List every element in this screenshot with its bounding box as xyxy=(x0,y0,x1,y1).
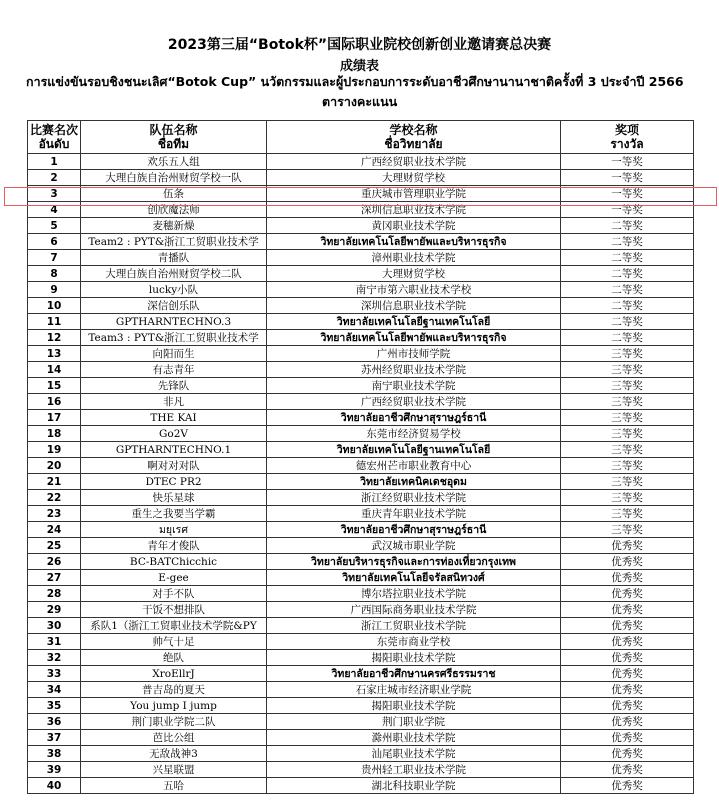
rank-cell: 25 xyxy=(28,538,81,554)
award-cell: 优秀奖 xyxy=(561,762,694,778)
school-cell: 广西国际商务职业技术学院 xyxy=(267,602,561,618)
team-cell: 大理白族自治州财贸学校二队 xyxy=(81,266,267,282)
team-cell: 快乐星球 xyxy=(81,490,267,506)
school-cell: วิทยาลัยเทคโนโลยีฐานเทคโนโลยี xyxy=(267,442,561,458)
team-cell: 普吉岛的夏天 xyxy=(81,682,267,698)
table-row xyxy=(28,394,694,410)
school-cell: 广西经贸职业技术学院 xyxy=(267,154,561,170)
award-cell: 二等奖 xyxy=(561,282,694,298)
school-cell: 汕尾职业技术学院 xyxy=(267,746,561,762)
award-cell: 一等奖 xyxy=(561,202,694,218)
school-cell: 大理财贸学校 xyxy=(267,170,561,186)
award-cell: 三等奖 xyxy=(561,410,694,426)
table-row xyxy=(28,330,694,346)
team-cell: 创欣魔法师 xyxy=(81,202,267,218)
rank-cell: 11 xyxy=(28,314,81,330)
team-cell: 麦穗新燥 xyxy=(81,218,267,234)
school-cell: วิทยาลัยเทคนิคเดชอุดม xyxy=(267,474,561,490)
team-cell: You jump I jump xyxy=(81,698,267,714)
rank-cell: 10 xyxy=(28,298,81,314)
table-row xyxy=(28,650,694,666)
school-cell: 大理财贸学校 xyxy=(267,266,561,282)
rank-cell: 23 xyxy=(28,506,81,522)
school-cell: 东莞市经济贸易学校 xyxy=(267,426,561,442)
award-cell: 优秀奖 xyxy=(561,570,694,586)
school-cell: 石家庄城市经济职业学院 xyxy=(267,682,561,698)
award-cell: 三等奖 xyxy=(561,426,694,442)
school-cell: 南宁职业技术学院 xyxy=(267,378,561,394)
table-row xyxy=(28,474,694,490)
rank-cell: 24 xyxy=(28,522,81,538)
school-cell: 浙江经贸职业技术学院 xyxy=(267,490,561,506)
rank-cell: 35 xyxy=(28,698,81,714)
school-cell: 苏州经贸职业技术学院 xyxy=(267,362,561,378)
award-cell: 三等奖 xyxy=(561,378,694,394)
award-cell: 二等奖 xyxy=(561,314,694,330)
rank-cell: 21 xyxy=(28,474,81,490)
award-cell: 三等奖 xyxy=(561,442,694,458)
school-cell: วิทยาลัยเทคโนโลยีพายัพและบริหารธุรกิจ xyxy=(267,330,561,346)
rank-cell: 20 xyxy=(28,458,81,474)
award-cell: 三等奖 xyxy=(561,474,694,490)
table-row xyxy=(28,346,694,362)
column-header-award: 奖项 รางวัล xyxy=(561,121,694,154)
team-cell: 芭比公组 xyxy=(81,730,267,746)
rank-cell: 3 xyxy=(28,186,81,202)
rank-cell: 8 xyxy=(28,266,81,282)
column-header-rank: 比赛名次 อันดับ xyxy=(28,121,81,154)
team-cell: 系队1（浙江工贸职业技术学院&PY xyxy=(81,618,267,634)
school-cell: 湖北科技职业学院 xyxy=(267,778,561,794)
table-row xyxy=(28,554,694,570)
rank-cell: 30 xyxy=(28,618,81,634)
rank-cell: 28 xyxy=(28,586,81,602)
award-cell: 三等奖 xyxy=(561,458,694,474)
team-cell: 帅气十足 xyxy=(81,634,267,650)
table-row xyxy=(28,314,694,330)
table-row xyxy=(28,522,694,538)
school-cell: วิทยาลัยอาชีวศึกษาสุราษฎร์ธานี xyxy=(267,410,561,426)
rank-cell: 5 xyxy=(28,218,81,234)
rank-cell: 37 xyxy=(28,730,81,746)
school-cell: 揭阳职业技术学院 xyxy=(267,698,561,714)
rank-cell: 13 xyxy=(28,346,81,362)
team-cell: 无敌战神3 xyxy=(81,746,267,762)
thai-subtitle: ตารางคะแนน xyxy=(322,94,398,109)
award-cell: 优秀奖 xyxy=(561,618,694,634)
award-cell: 三等奖 xyxy=(561,394,694,410)
team-cell: E-gee xyxy=(81,570,267,586)
rank-cell: 16 xyxy=(28,394,81,410)
rank-cell: 31 xyxy=(28,634,81,650)
school-cell: 广州市技师学院 xyxy=(267,346,561,362)
award-cell: 优秀奖 xyxy=(561,554,694,570)
team-cell: 欢乐五人组 xyxy=(81,154,267,170)
school-cell: วิทยาลัยบริหารธุรกิจและการท่องเที่ยวกรุงเทพ xyxy=(267,554,561,570)
table-row xyxy=(28,698,694,714)
award-cell: 优秀奖 xyxy=(561,634,694,650)
school-cell: วิทยาลัยอาชีวศึกษาสุราษฎร์ธานี xyxy=(267,522,561,538)
table-row xyxy=(28,618,694,634)
team-cell: 青年才俊队 xyxy=(81,538,267,554)
award-cell: 三等奖 xyxy=(561,522,694,538)
school-cell: 荆门职业学院 xyxy=(267,714,561,730)
rank-cell: 17 xyxy=(28,410,81,426)
table-row xyxy=(28,202,694,218)
table-row xyxy=(28,426,694,442)
team-cell: 大理白族自治州财贸学校一队 xyxy=(81,170,267,186)
rank-cell: 15 xyxy=(28,378,81,394)
table-row xyxy=(28,538,694,554)
team-cell: 干饭不想排队 xyxy=(81,602,267,618)
rank-cell: 36 xyxy=(28,714,81,730)
school-cell: 重庆城市管理职业学院 xyxy=(267,186,561,202)
rank-cell: 26 xyxy=(28,554,81,570)
school-cell: 博尔塔拉职业技术学院 xyxy=(267,586,561,602)
school-cell: 东莞市商业学校 xyxy=(267,634,561,650)
table-row xyxy=(28,570,694,586)
table-row xyxy=(28,378,694,394)
rank-cell: 32 xyxy=(28,650,81,666)
award-cell: 优秀奖 xyxy=(561,538,694,554)
rank-cell: 12 xyxy=(28,330,81,346)
team-cell: 先锋队 xyxy=(81,378,267,394)
document-subtitle: 成绩表 xyxy=(339,59,379,74)
table-row xyxy=(28,218,694,234)
table-row xyxy=(28,170,694,186)
table-row xyxy=(28,442,694,458)
team-cell: 兴星联盟 xyxy=(81,762,267,778)
team-cell: 有志青年 xyxy=(81,362,267,378)
team-cell: มยุเรศ xyxy=(81,522,267,538)
team-cell: 重生之我要当学霸 xyxy=(81,506,267,522)
team-cell: Team3 : PYT&浙江工贸职业技术学 xyxy=(81,330,267,346)
table-row xyxy=(28,666,694,682)
table-row xyxy=(28,730,694,746)
team-cell: 青播队 xyxy=(81,250,267,266)
table-row xyxy=(28,282,694,298)
school-cell: 贵州轻工职业技术学院 xyxy=(267,762,561,778)
team-cell: 伍条 xyxy=(81,186,267,202)
award-cell: 优秀奖 xyxy=(561,682,694,698)
school-cell: 深圳信息职业技术学院 xyxy=(267,298,561,314)
team-cell: 五哈 xyxy=(81,778,267,794)
team-cell: 荆门职业学院二队 xyxy=(81,714,267,730)
team-cell: 绝队 xyxy=(81,650,267,666)
team-cell: 啊对对对队 xyxy=(81,458,267,474)
rank-cell: 19 xyxy=(28,442,81,458)
award-cell: 一等奖 xyxy=(561,186,694,202)
table-row xyxy=(28,186,694,202)
school-cell: วิทยาลัยอาชีวศึกษานครศรีธรรมราช xyxy=(267,666,561,682)
school-cell: วิทยาลัยเทคโนโลยีจรัลสนิทวงศ์ xyxy=(267,570,561,586)
rank-cell: 14 xyxy=(28,362,81,378)
award-cell: 优秀奖 xyxy=(561,746,694,762)
document-title: 2023第三届“Botok杯”国际职业院校创新创业邀请赛总决赛 xyxy=(167,37,552,53)
table-row xyxy=(28,266,694,282)
table-row xyxy=(28,154,694,170)
rank-cell: 27 xyxy=(28,570,81,586)
rank-cell: 7 xyxy=(28,250,81,266)
school-cell: 武汉城市职业学院 xyxy=(267,538,561,554)
school-cell: วิทยาลัยเทคโนโลยีพายัพและบริหารธุรกิจ xyxy=(267,234,561,250)
table-row xyxy=(28,602,694,618)
table-row xyxy=(28,778,694,794)
table-row xyxy=(28,250,694,266)
rank-cell: 33 xyxy=(28,666,81,682)
award-cell: 优秀奖 xyxy=(561,778,694,794)
table-row xyxy=(28,362,694,378)
award-cell: 优秀奖 xyxy=(561,714,694,730)
rank-cell: 34 xyxy=(28,682,81,698)
award-cell: 优秀奖 xyxy=(561,602,694,618)
rank-cell: 22 xyxy=(28,490,81,506)
award-cell: 二等奖 xyxy=(561,298,694,314)
table-row xyxy=(28,634,694,650)
table-row xyxy=(28,298,694,314)
school-cell: 黄冈职业技术学院 xyxy=(267,218,561,234)
school-cell: 浙江工贸职业技术学院 xyxy=(267,618,561,634)
award-cell: 一等奖 xyxy=(561,170,694,186)
school-cell: 漳州职业技术学院 xyxy=(267,250,561,266)
rank-cell: 39 xyxy=(28,762,81,778)
team-cell: DTEC PR2 xyxy=(81,474,267,490)
team-cell: THE KAI xyxy=(81,410,267,426)
award-cell: 三等奖 xyxy=(561,346,694,362)
award-cell: 优秀奖 xyxy=(561,586,694,602)
table-header-row xyxy=(28,121,694,154)
rank-cell: 9 xyxy=(28,282,81,298)
rank-cell: 4 xyxy=(28,202,81,218)
award-cell: 二等奖 xyxy=(561,250,694,266)
team-cell: GPTHARNTECHNO.3 xyxy=(81,314,267,330)
table-row xyxy=(28,506,694,522)
table-row xyxy=(28,234,694,250)
team-cell: Go2V xyxy=(81,426,267,442)
award-cell: 二等奖 xyxy=(561,234,694,250)
table-row xyxy=(28,762,694,778)
award-cell: 优秀奖 xyxy=(561,698,694,714)
team-cell: 非凡 xyxy=(81,394,267,410)
award-cell: 三等奖 xyxy=(561,362,694,378)
award-cell: 优秀奖 xyxy=(561,666,694,682)
award-cell: 优秀奖 xyxy=(561,650,694,666)
team-cell: lucky小队 xyxy=(81,282,267,298)
table-row xyxy=(28,458,694,474)
team-cell: 向阳而生 xyxy=(81,346,267,362)
school-cell: 深圳信息职业技术学院 xyxy=(267,202,561,218)
table-row xyxy=(28,586,694,602)
table-row xyxy=(28,410,694,426)
award-cell: 二等奖 xyxy=(561,266,694,282)
column-header-team: 队伍名称 ชื่อทีม xyxy=(81,121,267,154)
team-cell: BC-BATChicchic xyxy=(81,554,267,570)
school-cell: 德宏州芒市职业教育中心 xyxy=(267,458,561,474)
school-cell: 南宁市第六职业技术学校 xyxy=(267,282,561,298)
school-cell: วิทยาลัยเทคโนโลยีฐานเทคโนโลยี xyxy=(267,314,561,330)
table-row xyxy=(28,682,694,698)
school-cell: 重庆青年职业技术学院 xyxy=(267,506,561,522)
rank-cell: 40 xyxy=(28,778,81,794)
rank-cell: 6 xyxy=(28,234,81,250)
award-cell: 一等奖 xyxy=(561,154,694,170)
rank-cell: 18 xyxy=(28,426,81,442)
team-cell: XroEllrJ xyxy=(81,666,267,682)
results-table xyxy=(27,120,694,794)
team-cell: Team2 : PYT&浙江工贸职业技术学 xyxy=(81,234,267,250)
award-cell: 优秀奖 xyxy=(561,730,694,746)
rank-cell: 1 xyxy=(28,154,81,170)
team-cell: GPTHARNTECHNO.1 xyxy=(81,442,267,458)
award-cell: 三等奖 xyxy=(561,490,694,506)
team-cell: 深信创乐队 xyxy=(81,298,267,314)
school-cell: 揭阳职业技术学院 xyxy=(267,650,561,666)
table-row xyxy=(28,714,694,730)
award-cell: 三等奖 xyxy=(561,506,694,522)
thai-title: การแข่งขันรอบชิงชนะเลิศ“Botok Cup” นวัตกรรมและผู้ประกอบการระดับอาชีวศึกษานานาชาติครั้งที่ 3 ประจำปี 2566 xyxy=(26,74,684,89)
rank-cell: 38 xyxy=(28,746,81,762)
column-header-school: 学校名称 ชื่อวิทยาลัย xyxy=(267,121,561,154)
award-cell: 二等奖 xyxy=(561,218,694,234)
table-row xyxy=(28,490,694,506)
award-cell: 二等奖 xyxy=(561,330,694,346)
rank-cell: 29 xyxy=(28,602,81,618)
school-cell: 广西经贸职业技术学院 xyxy=(267,394,561,410)
team-cell: 对手不队 xyxy=(81,586,267,602)
table-row xyxy=(28,746,694,762)
school-cell: 滁州职业技术学院 xyxy=(267,730,561,746)
rank-cell: 2 xyxy=(28,170,81,186)
